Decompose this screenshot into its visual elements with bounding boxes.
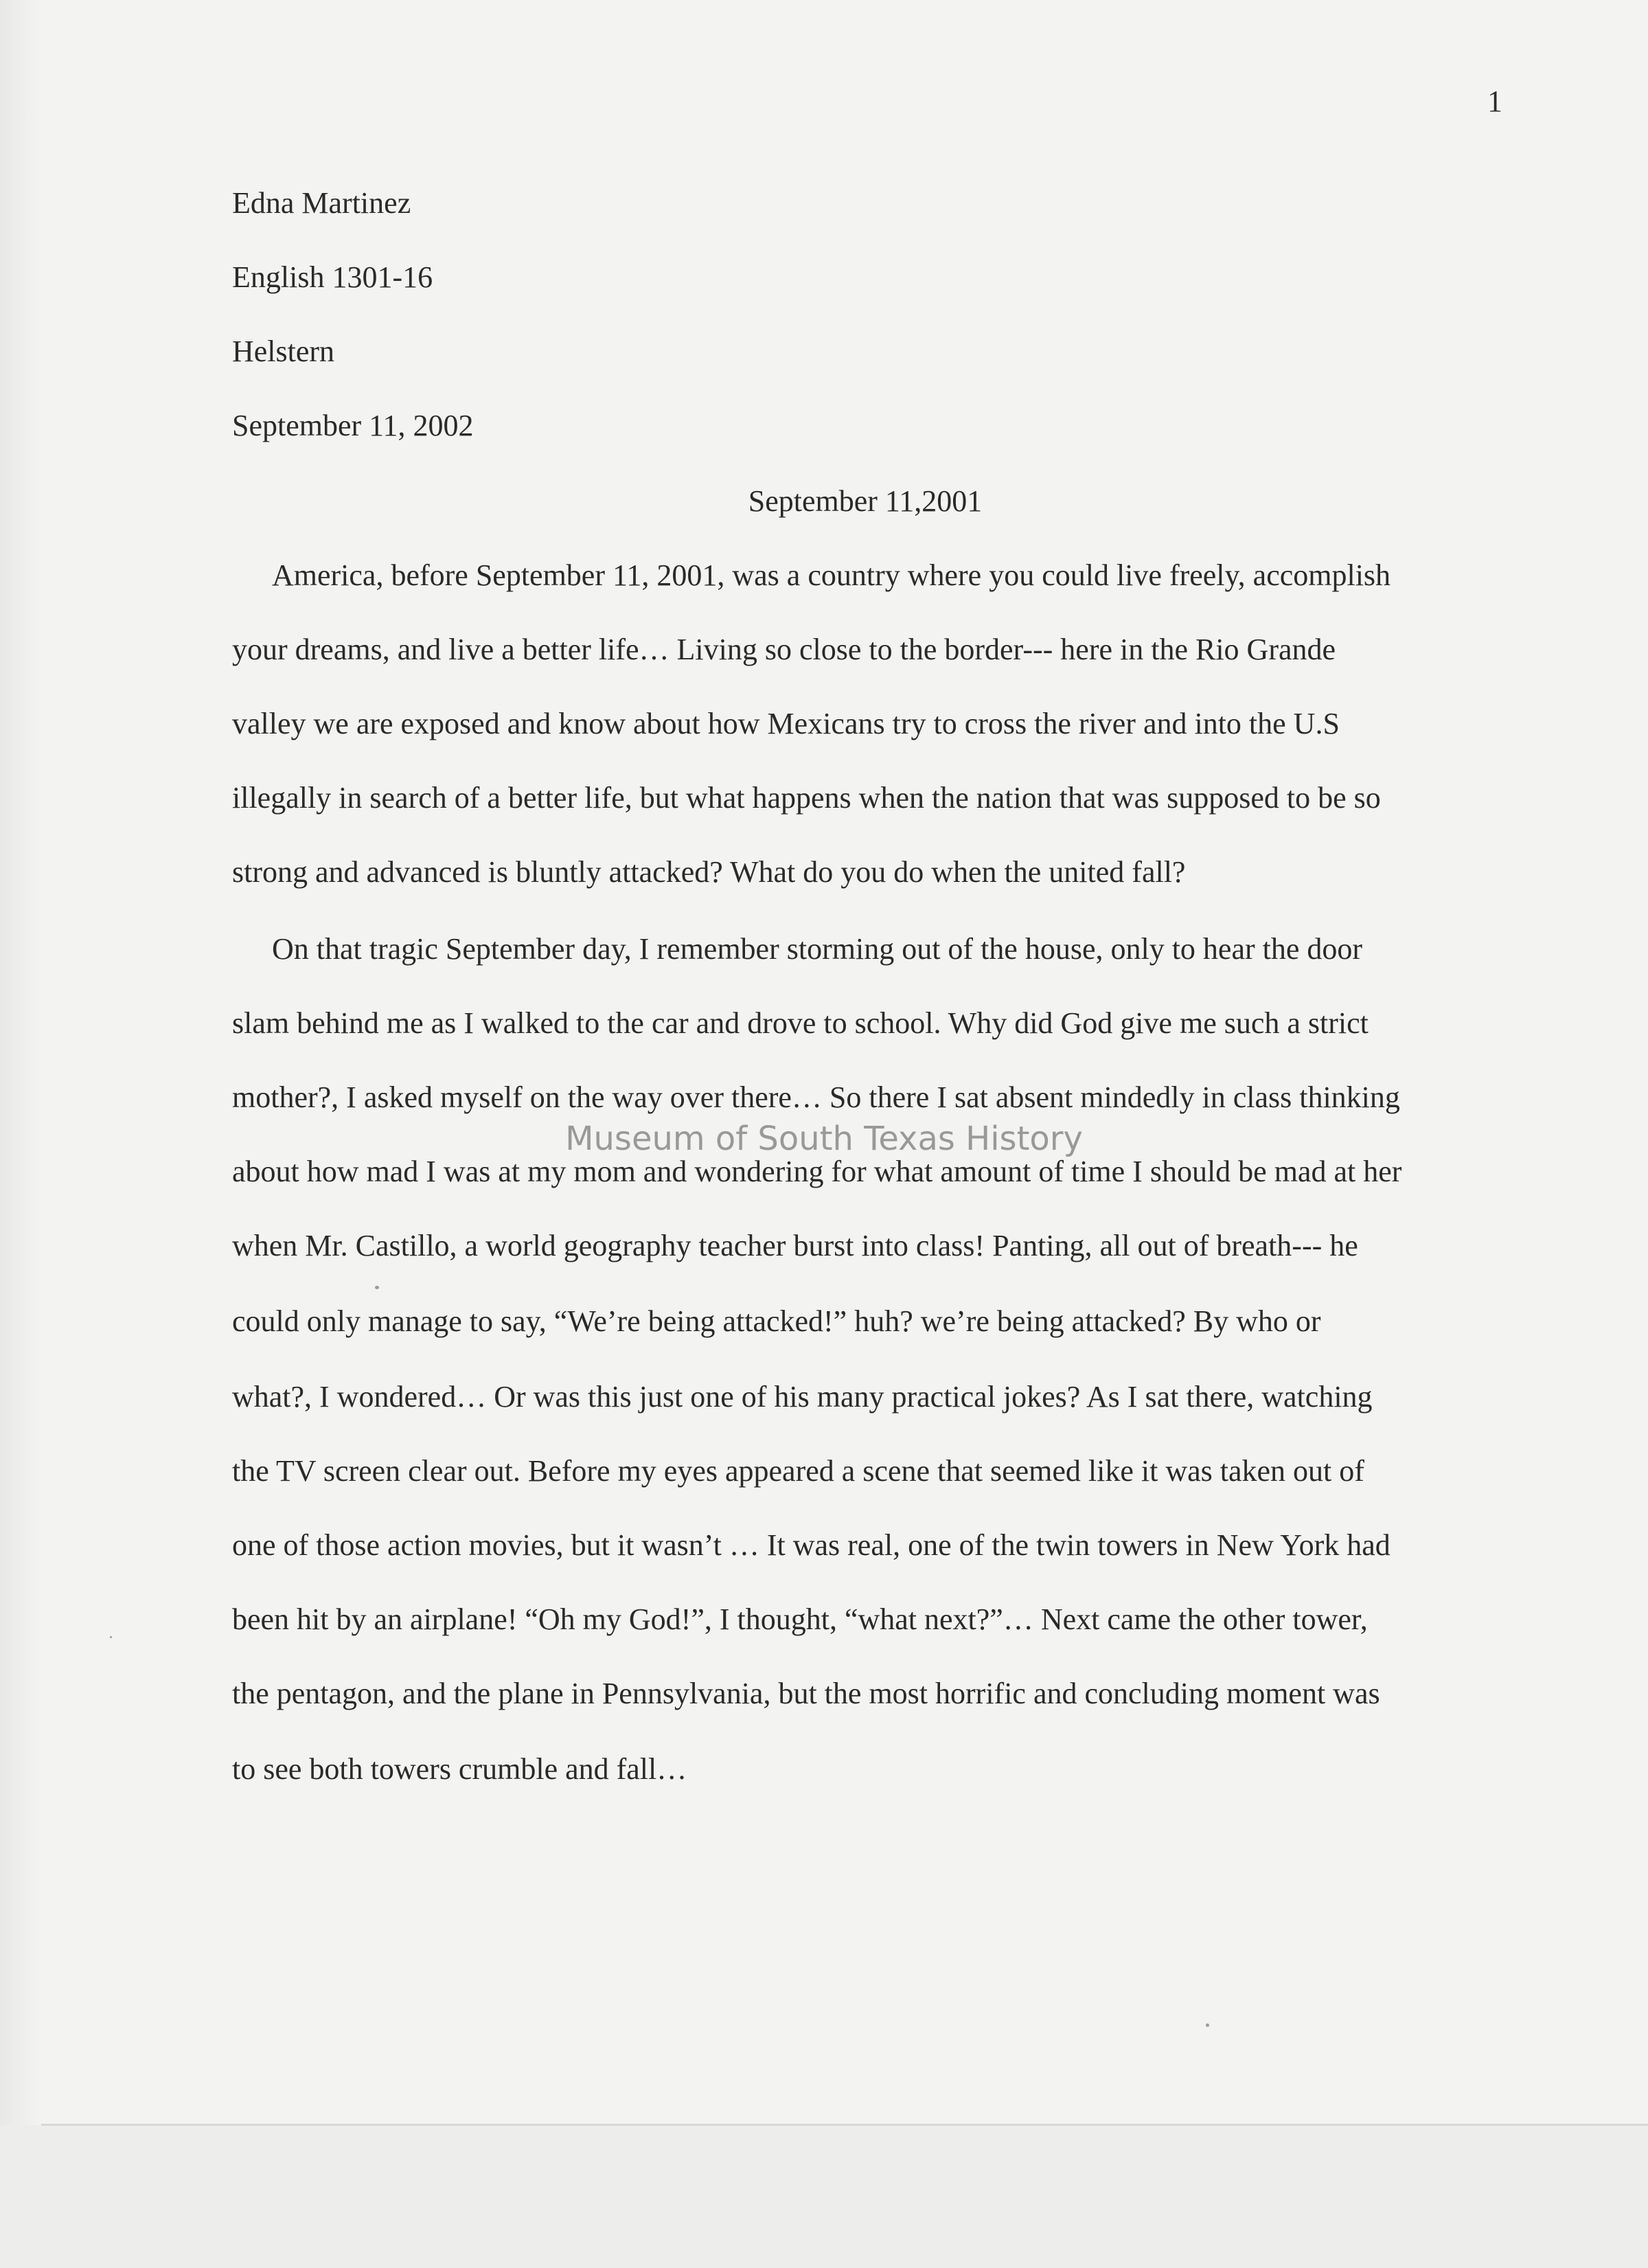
essay-line: the TV screen clear out. Before my eyes appeared a scene that seemed like it was taken out of [232,1454,1364,1488]
essay-line: one of those action movies, but it wasn’t … It was real, one of the twin towers in New York had [232,1528,1390,1562]
essay-line: been hit by an airplane! “Oh my God!”, I thought, “what next?”… Next came the other tower, [232,1602,1368,1636]
essay-line: the pentagon, and the plane in Pennsylvania, but the most horrific and concluding moment was [232,1677,1380,1710]
essay-line: when Mr. Castillo, a world geography teacher burst into class! Panting, all out of breath--- he [232,1229,1358,1262]
scan-speck [1206,2023,1209,2027]
course-name: English 1301-16 [232,260,433,294]
scan-shadow [0,0,41,2125]
museum-watermark: Museum of South Texas History [565,1120,1083,1158]
essay-line: strong and advanced is bluntly attacked? What do you do when the united fall? [232,855,1186,889]
scan-speck [110,1636,112,1638]
instructor-name: Helstern [232,334,335,368]
author-name: Edna Martinez [232,186,411,220]
page-number: 1 [1487,84,1502,118]
essay-line: slam behind me as I walked to the car and drove to school. Why did God give me such a strict [232,1006,1369,1040]
essay-line: illegally in search of a better life, but what happens when the nation that was supposed to be so [232,781,1381,815]
essay-line: your dreams, and live a better life… Living so close to the border--- here in the Rio Grande [232,633,1336,666]
essay-line: On that tragic September day, I remember storming out of the house, only to hear the door [272,932,1363,966]
submission-date: September 11, 2002 [232,409,474,442]
essay-line: could only manage to say, “We’re being attacked!” huh? we’re being attacked? By who or [232,1304,1321,1338]
essay-line: about how mad I was at my mom and wondering for what amount of time I should be mad at her [232,1155,1402,1188]
scan-speck [375,1286,379,1289]
essay-line: valley we are exposed and know about how Mexicans try to cross the river and into the U.S [232,707,1340,740]
essay-line: mother?, I asked myself on the way over there… So there I sat absent mindedly in class thinking [232,1080,1400,1114]
page-bottom-edge [41,2124,1648,2126]
essay-title: September 11,2001 [748,484,983,518]
essay-line: America, before September 11, 2001, was a country where you could live freely, accomplish [272,558,1391,592]
essay-line: to see both towers crumble and fall… [232,1752,687,1786]
essay-line: what?, I wondered… Or was this just one of his many practical jokes? As I sat there, watching [232,1380,1373,1414]
